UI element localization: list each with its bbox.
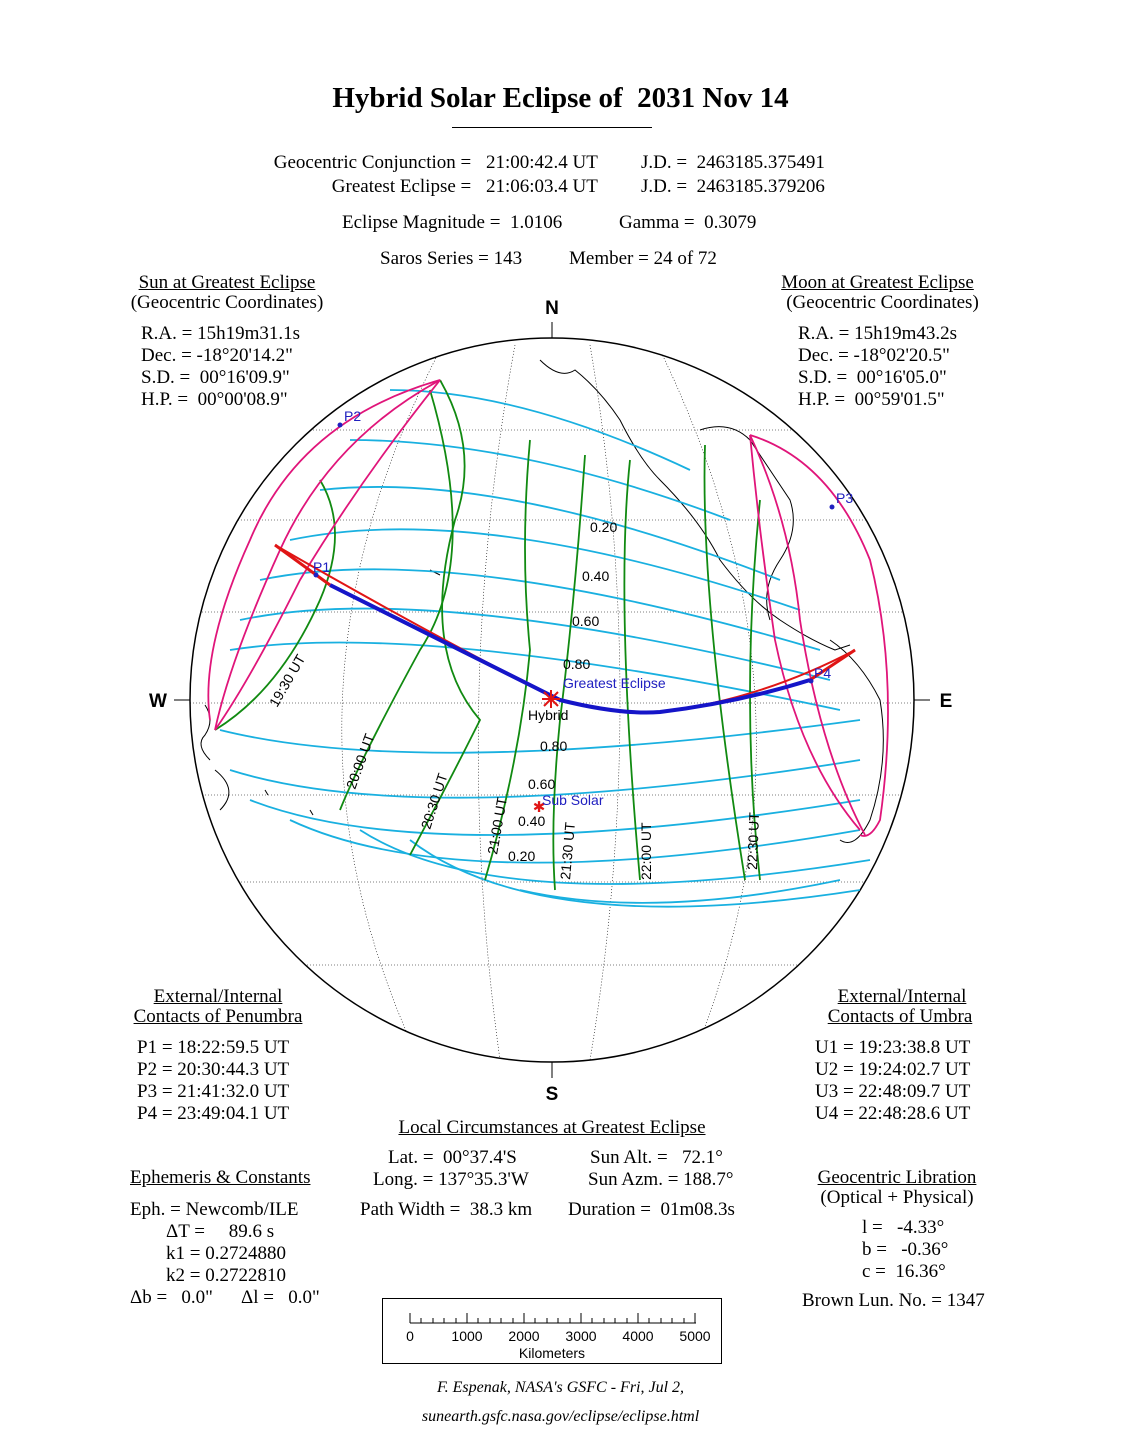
local-title: Local Circumstances at Greatest Eclipse	[398, 1117, 706, 1138]
compass-west: W	[149, 691, 167, 712]
libration-c: c = 16.36°	[862, 1261, 946, 1282]
time-label-2000: 20:00 UT	[342, 731, 378, 792]
mag-label-s-080: 0.80	[540, 738, 568, 754]
mag-label-n-060: 0.60	[572, 613, 600, 629]
ephemeris-title: Ephemeris & Constants	[130, 1167, 311, 1188]
mag-label-s-060: 0.60	[528, 776, 556, 792]
umbra-u2: U2 = 19:24:02.7 UT	[815, 1059, 971, 1080]
moon-hp: H.P. = 00°59'01.5"	[798, 389, 945, 410]
hybrid-label: Hybrid	[528, 707, 569, 723]
sun-sd: S.D. = 00°16'09.9"	[141, 367, 290, 388]
time-label-2100: 21:00 UT	[484, 796, 510, 856]
greatest-eclipse-marker	[542, 690, 560, 708]
penumbra-p4: P4 = 23:49:04.1 UT	[137, 1103, 290, 1124]
time-label-2130: 21:30 UT	[557, 821, 579, 881]
compass-east: E	[939, 691, 953, 712]
ephemeris-k1: k1 = 0.2724880	[166, 1243, 286, 1264]
saros-series: Saros Series = 143	[380, 248, 523, 269]
libration-b: b = -0.36°	[862, 1239, 949, 1260]
moon-subtitle: (Geocentric Coordinates)	[786, 292, 979, 313]
conjunction-time: 21:00:42.4 UT	[486, 152, 598, 173]
compass-south: S	[545, 1084, 559, 1105]
credit-line-2: sunearth.gsfc.nasa.gov/eclipse/eclipse.html	[421, 1408, 700, 1425]
ephemeris-delta-b: Δb = 0.0"	[130, 1287, 213, 1308]
libration-title: Geocentric Libration	[817, 1167, 977, 1188]
greatest-eclipse-label: Greatest Eclipse	[563, 675, 666, 691]
sun-ra: R.A. = 15h19m31.1s	[141, 323, 301, 344]
penumbra-p3: P3 = 21:41:32.0 UT	[137, 1081, 290, 1102]
p1-label: P1	[313, 559, 331, 575]
libration-subtitle: (Optical + Physical)	[820, 1187, 974, 1208]
ephemeris-delta-t: ΔT = 89.6 s	[166, 1221, 275, 1242]
local-sun-azm: Sun Azm. = 188.7°	[588, 1169, 734, 1190]
umbra-u1: U1 = 19:23:38.8 UT	[815, 1037, 971, 1058]
scale-tick-1000: 1000	[451, 1328, 483, 1344]
sun-dec: Dec. = -18°20'14.2"	[141, 345, 293, 366]
subsolar-marker: ✱	[532, 799, 546, 816]
moon-ra: R.A. = 15h19m43.2s	[798, 323, 958, 344]
mag-label-s-040: 0.40	[518, 813, 546, 829]
scale-unit: Kilometers	[518, 1345, 586, 1361]
umbra-u3: U3 = 22:48:09.7 UT	[815, 1081, 971, 1102]
time-label-1930: 19:30 UT	[265, 651, 309, 710]
mag-label-s-020: 0.20	[508, 848, 536, 864]
local-path-width: Path Width = 38.3 km	[360, 1199, 533, 1220]
umbra-title-2: Contacts of Umbra	[827, 1006, 973, 1027]
page-title: Hybrid Solar Eclipse of 2031 Nov 14	[332, 82, 789, 114]
ephemeris-delta-l: Δl = 0.0"	[241, 1287, 320, 1308]
p2-point	[338, 423, 343, 428]
scale-ticks	[410, 1313, 695, 1323]
moon-title: Moon at Greatest Eclipse	[781, 272, 974, 293]
credit-line-1: F. Espenak, NASA's GSFC - Fri, Jul 2,	[436, 1379, 685, 1396]
time-label-2200: 22:00 UT	[638, 822, 654, 880]
gamma: Gamma = 0.3079	[619, 212, 757, 233]
penumbra-p1: P1 = 18:22:59.5 UT	[137, 1037, 290, 1058]
local-sun-alt: Sun Alt. = 72.1°	[590, 1147, 723, 1168]
eclipse-magnitude: Eclipse Magnitude = 1.0106	[342, 212, 563, 233]
mag-label-n-020: 0.20	[590, 519, 618, 535]
brown-lunation: Brown Lun. No. = 1347	[802, 1290, 985, 1311]
ephemeris-k2: k2 = 0.2722810	[166, 1265, 286, 1286]
mag-label-n-080: 0.80	[563, 656, 591, 672]
scale-tick-5000: 5000	[679, 1328, 711, 1344]
p4-point	[809, 679, 814, 684]
greatest-eclipse-jd: J.D. = 2463185.379206	[641, 176, 825, 197]
saros-member: Member = 24 of 72	[569, 248, 717, 269]
conjunction-jd: J.D. = 2463185.375491	[641, 152, 825, 173]
local-long: Long. = 137°35.3'W	[373, 1169, 529, 1190]
local-lat: Lat. = 00°37.4'S	[388, 1147, 517, 1168]
ephemeris-eph: Eph. = Newcomb/ILE	[130, 1199, 299, 1220]
local-duration: Duration = 01m08.3s	[568, 1199, 735, 1220]
mag-label-n-040: 0.40	[582, 568, 610, 584]
scale-tick-4000: 4000	[622, 1328, 654, 1344]
greatest-eclipse-time: 21:06:03.4 UT	[486, 176, 598, 197]
scale-tick-0: 0	[406, 1328, 414, 1344]
penumbra-title-1: External/Internal	[153, 986, 283, 1007]
sun-subtitle: (Geocentric Coordinates)	[130, 292, 324, 313]
penumbra-p2: P2 = 20:30:44.3 UT	[137, 1059, 290, 1080]
subsolar-label: Sub Solar	[542, 792, 604, 808]
p2-label: P2	[344, 408, 362, 424]
time-label-2230: 22:30 UT	[744, 811, 763, 871]
moon-dec: Dec. = -18°02'20.5"	[798, 345, 950, 366]
p3-label: P3	[836, 490, 854, 506]
sun-title: Sun at Greatest Eclipse	[138, 272, 316, 293]
p3-point	[830, 505, 835, 510]
greatest-eclipse-label: Greatest Eclipse =	[331, 176, 476, 197]
penumbra-title-2: Contacts of Penumbra	[133, 1006, 303, 1027]
umbra-u4: U4 = 22:48:28.6 UT	[815, 1103, 971, 1124]
conjunction-label: Geocentric Conjunction =	[273, 152, 476, 173]
scale-bar	[382, 1298, 722, 1364]
time-label-2030: 20:30 UT	[417, 771, 451, 831]
moon-sd: S.D. = 00°16'05.0"	[798, 367, 947, 388]
p4-label: P4	[814, 665, 832, 681]
sun-hp: H.P. = 00°00'08.9"	[141, 389, 288, 410]
scale-tick-3000: 3000	[565, 1328, 597, 1344]
scale-tick-2000: 2000	[508, 1328, 540, 1344]
compass-north: N	[545, 298, 559, 319]
libration-l: l = -4.33°	[862, 1217, 945, 1238]
umbra-title-1: External/Internal	[837, 986, 967, 1007]
